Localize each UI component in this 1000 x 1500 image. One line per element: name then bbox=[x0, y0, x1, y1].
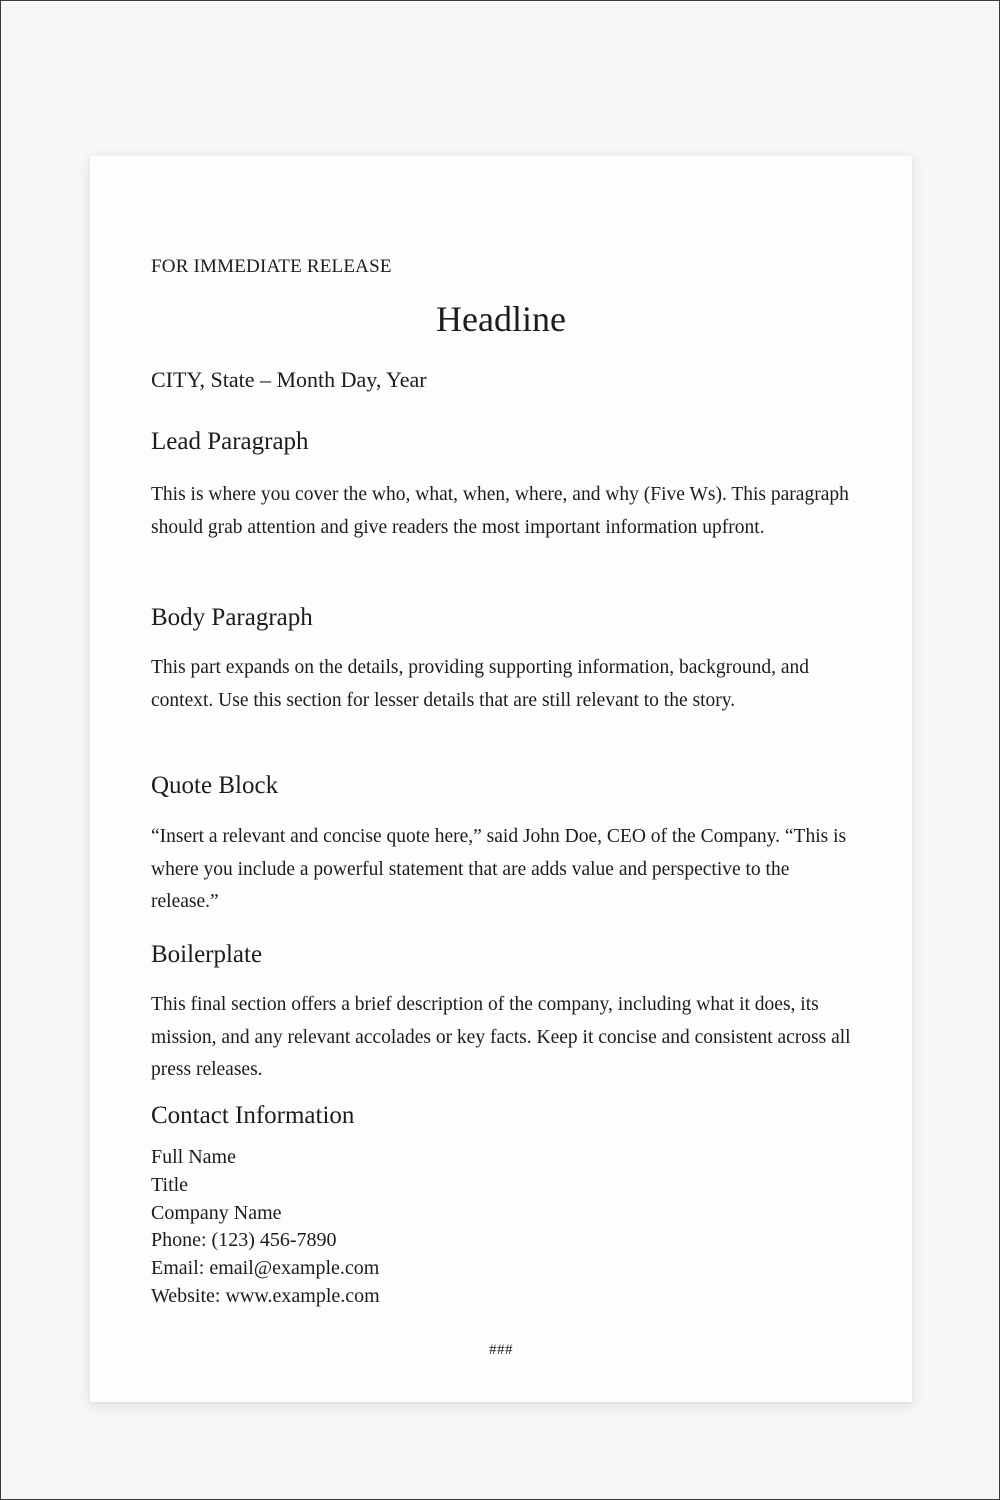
contact-company-name: Company Name bbox=[151, 1201, 282, 1224]
quote-block-heading: Quote Block bbox=[151, 772, 279, 799]
end-mark: ### bbox=[489, 1342, 513, 1358]
contact-list bbox=[151, 1144, 380, 1311]
lead-paragraph-body: This is where you cover the who, what, when, where, and why (Five Ws). This paragraph should grab attention and give readers the most important information upfront. bbox=[151, 484, 849, 538]
release-tag: FOR IMMEDIATE RELEASE bbox=[151, 256, 392, 277]
contact-phone: Phone: (123) 456-7890 bbox=[151, 1229, 337, 1252]
contact-information-heading: Contact Information bbox=[151, 1102, 355, 1129]
press-release-page bbox=[90, 156, 912, 1402]
contact-email: Email: email@example.com bbox=[151, 1257, 380, 1280]
body-paragraph-body: This part expands on the details, providing supporting information, background, and context. Use this section for lesser details that are still relevant to the story. bbox=[151, 657, 810, 711]
boilerplate-body: This final section offers a brief description of the company, including what it does, its mission, and any relevant accolades or key facts. Keep it concise and consistent across all press releases. bbox=[151, 994, 851, 1080]
quote-block-body: “Insert a relevant and concise quote here,” said John Doe, CEO of the Company. “This is where you include a powerful statement that are adds value and perspective to the release.” bbox=[151, 826, 847, 912]
lead-paragraph-heading: Lead Paragraph bbox=[151, 428, 309, 455]
boilerplate-heading: Boilerplate bbox=[151, 941, 263, 968]
headline: Headline bbox=[436, 299, 566, 339]
contact-title: Title bbox=[151, 1173, 189, 1196]
body-paragraph-heading: Body Paragraph bbox=[151, 604, 313, 631]
contact-full-name: Full Name bbox=[151, 1146, 236, 1168]
contact-website: Website: www.example.com bbox=[151, 1284, 380, 1307]
dateline: CITY, State – Month Day, Year bbox=[151, 367, 427, 392]
